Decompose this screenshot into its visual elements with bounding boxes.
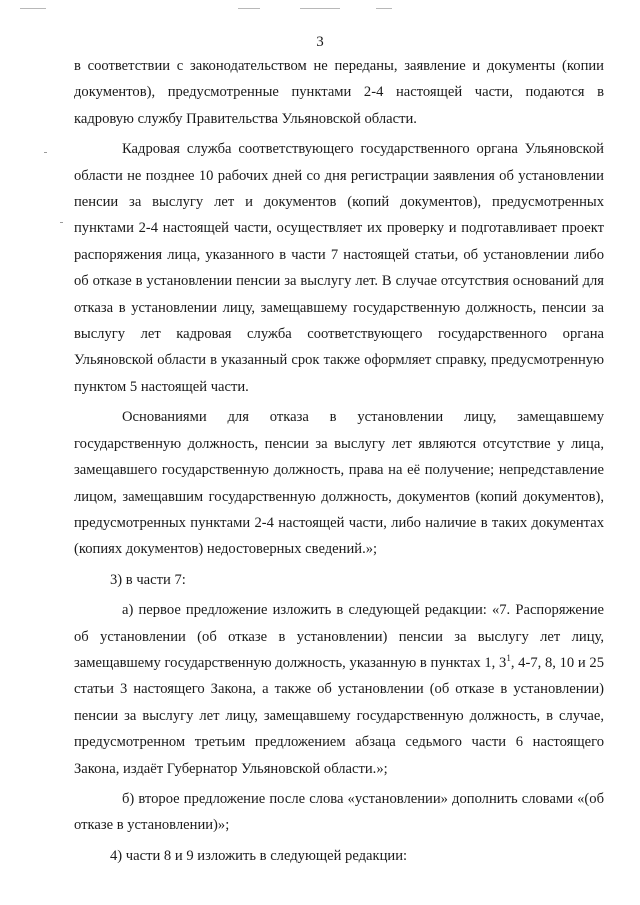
- document-body: [74, 53, 604, 869]
- scan-artifact: [44, 152, 47, 153]
- superscript: 1: [506, 653, 511, 664]
- scan-artifact: [20, 8, 46, 9]
- paragraph-refusal-grounds: Основаниями для отказа в установлении лицу, замещавшему государственную должность, пенсии за выслугу лет являются отсутствие у лица, замещавшего государственную должность, права на её получение; непредставление лицом, замещавшим государственную должность, документов (копий документов), предусмотренных пунктами 2-4 настоящей части, либо наличие в таких документах (копиях документов) недостоверных сведений.»;: [74, 409, 604, 558]
- list-item-4: 4) части 8 и 9 изложить в следующей редакции:: [110, 847, 408, 864]
- item-3a-text-start: а) первое предложение изложить в следующей редакции: «7. Распоряжение об установлении (об отказе в установлении) пенсии за выслугу лет лицу, замещавшему государственную должность, указанную в пунктах 1, 3: [74, 602, 604, 671]
- scan-artifact: [238, 8, 260, 9]
- list-item-3: 3) в части 7:: [110, 571, 186, 588]
- list-item-3a: [74, 597, 604, 782]
- item-3a-text-end: , 4-7, 8, 10 и 25 статьи 3 настоящего Закона, а также об установлении (об отказе в установлении) пенсии за выслугу лет лицу, замещавшему государственную должность, в случае, предусмотренном третьим предложением абзаца седьмого части 6 настоящего Закона, издаёт Губернатор Ульяновской области.»;: [74, 654, 604, 777]
- list-item-3b: б) второе предложение после слова «установлении» дополнить словами «(об отказе в установлении)»;: [74, 790, 604, 834]
- page-number: 3: [316, 34, 324, 50]
- paragraph-continuation: в соответствии с законодательством не переданы, заявление и документы (копии документов), предусмотренные пунктами 2-4 настоящей части, подаются в кадровую службу Правительства Ульяновской области.: [74, 58, 604, 127]
- scan-artifact: [300, 8, 340, 9]
- scan-artifact: [60, 222, 63, 223]
- scan-artifact: [376, 8, 392, 9]
- paragraph-hr-service: Кадровая служба соответствующего государственного органа Ульяновской области не позднее 10 рабочих дней со дня регистрации заявления об установлении пенсии за выслугу лет и документов (копий документов), предусмотренных пунктами 2-4 настоящей части, осуществляет их проверку и подготавливает проект распоряжения лица, указанного в части 7 настоящей статьи, об установлении либо об отказе в установлении пенсии за выслугу лет. В случае отсутствия оснований для отказа в установлении лицу, замещавшему государственную должность, пенсии за выслугу лет кадровая служба соответствующего государственного органа Ульяновской области в указанный срок также оформляет справку, предусмотренную пунктом 5 настоящей части.: [74, 141, 604, 395]
